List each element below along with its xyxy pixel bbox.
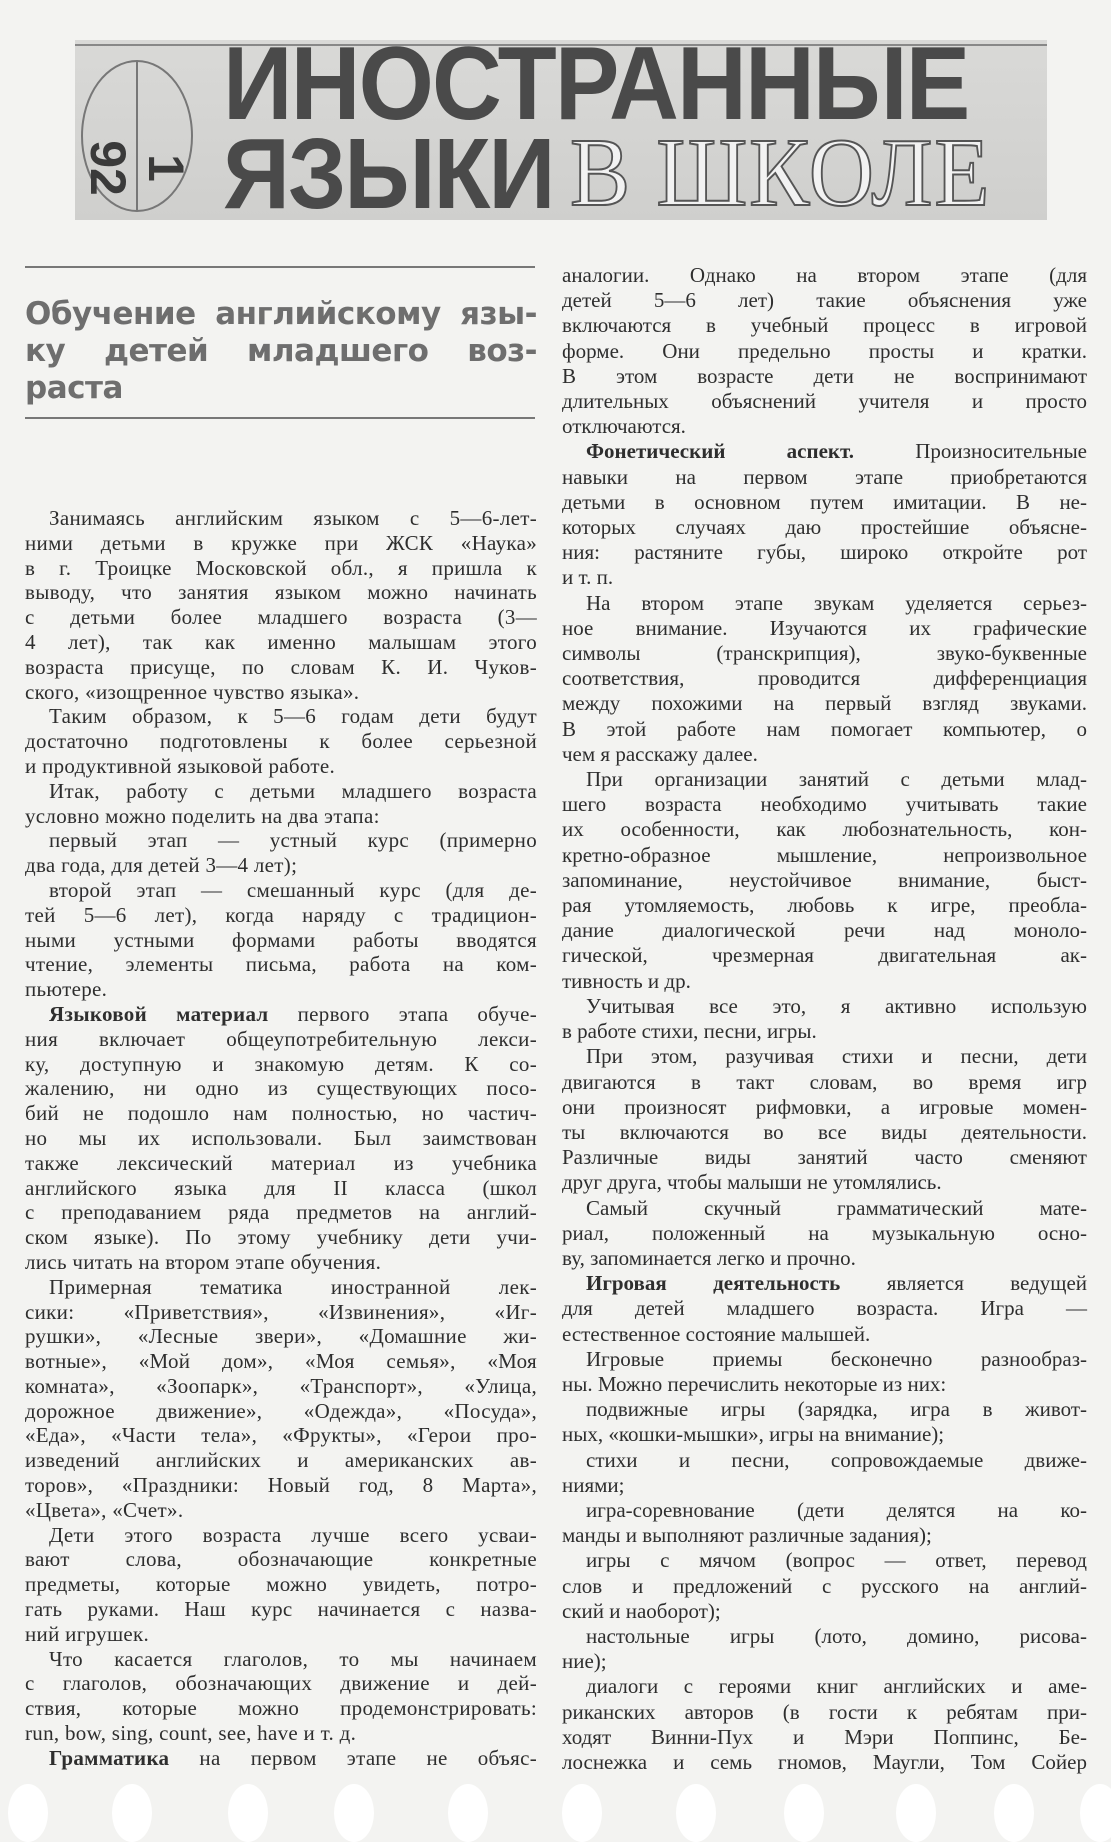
text-line	[562, 263, 1087, 288]
text-line	[25, 1200, 537, 1225]
line-text: кретно-образное мышление, непроизвольное	[562, 842, 1087, 867]
text-line	[562, 1322, 1087, 1347]
text-line	[562, 1170, 1087, 1195]
paragraph	[562, 1196, 1087, 1272]
text-line	[25, 556, 537, 581]
text-line	[562, 918, 1087, 943]
text-line	[562, 1095, 1087, 1120]
line-text: с детьми более младшего возраста (3—	[25, 605, 537, 630]
line-text: чтение, элементы письма, работа на ком-	[25, 952, 537, 977]
text-line	[562, 1271, 1087, 1296]
paragraph	[25, 1275, 537, 1523]
paragraph	[562, 1674, 1087, 1775]
text-line	[25, 1647, 537, 1672]
line-text: для детей младшего возраста. Игра —	[562, 1296, 1087, 1321]
paragraph	[562, 1548, 1087, 1624]
binder-hole	[8, 1784, 48, 1842]
line-text: ное внимание. Изучаются их графические	[562, 615, 1087, 640]
line-text: соответствия, проводится дифференциация	[562, 666, 1087, 691]
line-text: гать руками. Наш курс начинается с назва-	[25, 1597, 537, 1622]
line-text: навыки на первом этапе приобретаются	[562, 464, 1087, 489]
line-text: В этом возрасте дети не воспринимают	[562, 363, 1087, 388]
text-line	[562, 1120, 1087, 1145]
paragraph	[562, 1448, 1087, 1498]
binder-hole	[676, 1784, 716, 1842]
text-line	[25, 1349, 537, 1374]
line-text: аналогии. Однако на втором этапе (для	[562, 263, 1087, 287]
text-line	[562, 364, 1087, 389]
text-line	[562, 1674, 1087, 1699]
line-text: естественное состояние малышей.	[562, 1321, 871, 1346]
text-line	[562, 515, 1087, 540]
paragraph	[562, 263, 1087, 439]
text-line	[25, 1151, 537, 1176]
paragraph	[562, 767, 1087, 994]
line-text: ствия, которые можно продемонстрировать:	[25, 1696, 537, 1721]
paragraph-lead: Игровая деятельность	[586, 1271, 841, 1296]
line-text: При организации занятий с детьми млад-	[586, 767, 1087, 792]
text-line	[562, 1548, 1087, 1573]
line-text: Примерная тематика иностранной лек-	[49, 1274, 537, 1299]
paragraph	[562, 1397, 1087, 1447]
line-text: рушки», «Лесные звери», «Домашние жи-	[25, 1324, 537, 1349]
line-text: двигаются в такт словам, во время игр	[562, 1069, 1087, 1094]
line-text: детей 5—6 лет) такие объяснения уже	[562, 288, 1087, 313]
line-text: рая утомляемость, любовь к игре, преобла-	[562, 893, 1087, 918]
line-text: ния: растяните губы, широко откройте рот	[562, 540, 1087, 565]
text-line	[562, 1044, 1087, 1069]
text-line	[25, 1300, 537, 1325]
text-line	[562, 1296, 1087, 1321]
line-text: ния включает общеупотребительную лекси-	[25, 1026, 537, 1051]
line-text: run, bow, sing, count, see, have и т. д.	[25, 1721, 357, 1746]
line-text: второй этап — смешанный курс (для де-	[49, 877, 537, 902]
issue-number-badge	[81, 60, 193, 212]
binder-hole	[228, 1784, 268, 1842]
line-text: ны. Можно перечислить некоторые из них:	[562, 1371, 947, 1396]
text-line	[25, 853, 537, 878]
title-rule-top	[25, 266, 535, 268]
paragraph	[25, 779, 537, 829]
text-line	[25, 729, 537, 754]
text-line	[562, 893, 1087, 918]
text-line	[25, 1250, 537, 1275]
text-line	[562, 1221, 1087, 1246]
text-line	[25, 952, 537, 977]
text-line	[25, 1572, 537, 1597]
text-line	[562, 1599, 1087, 1624]
text-line	[25, 828, 537, 853]
text-line	[25, 506, 537, 531]
line-text: их особенности, как любознательность, кон-	[562, 817, 1087, 842]
line-text: первого этапа обуче-	[268, 1001, 537, 1026]
text-line	[562, 591, 1087, 616]
line-text: дание диалогической речи над моноло-	[562, 918, 1087, 943]
paragraph	[25, 1002, 537, 1275]
line-text: вотные», «Мой дом», «Моя семья», «Моя	[25, 1349, 537, 1374]
text-line	[562, 1448, 1087, 1473]
text-line	[25, 1547, 537, 1572]
line-text: 4 лет), так как именно малышам этого	[25, 629, 537, 654]
paragraph	[25, 704, 537, 778]
line-text: На втором этапе звукам уделяется серьез-	[586, 590, 1087, 615]
line-text: символы (транскрипция), звуко-буквенные	[562, 641, 1087, 666]
paragraph-lead: Фонетический аспект.	[586, 439, 854, 464]
line-text: в работе стихи, песни, игры.	[562, 1019, 817, 1044]
line-text: ку, доступную и знакомую детям. К со-	[25, 1051, 537, 1076]
text-line	[25, 754, 537, 779]
text-line	[25, 531, 537, 556]
line-text: Итак, работу с детьми младшего возраста	[49, 778, 537, 803]
line-text: друг друга, чтобы малыши не утомлялись.	[562, 1170, 942, 1195]
text-line	[562, 1196, 1087, 1221]
binder-hole	[784, 1784, 824, 1842]
text-line	[562, 641, 1087, 666]
text-line	[562, 616, 1087, 641]
text-line	[25, 580, 537, 605]
paragraph-lead: Грамматика	[49, 1745, 170, 1770]
line-text: лись читать на втором этапе обучения.	[25, 1249, 382, 1274]
binder-hole	[562, 1784, 602, 1842]
line-text: бий не подошло нам полностью, но частич-	[25, 1101, 537, 1126]
paragraph	[25, 828, 537, 878]
text-line	[25, 1374, 537, 1399]
line-text: изведений английских и американских ав-	[25, 1448, 537, 1473]
text-line	[562, 1700, 1087, 1725]
line-text: английского языка для II класса (школ	[25, 1175, 537, 1200]
line-text: комната», «Зоопарк», «Транспорт», «Улица,	[25, 1373, 537, 1398]
paragraph	[562, 1624, 1087, 1674]
text-line	[25, 1746, 537, 1771]
line-text: и т. п.	[562, 565, 614, 590]
paragraph	[25, 878, 537, 1002]
text-line	[562, 1473, 1087, 1498]
line-text: предметы, которые можно увидеть, потро-	[25, 1572, 537, 1597]
journal-title-line1: ИНОСТРАННЫЕ	[223, 40, 969, 142]
binder-hole	[994, 1784, 1034, 1842]
line-text: достаточно подготовлены к более серьезной	[25, 729, 537, 754]
line-text: детьми в основном путем имитации. В не-	[562, 489, 1087, 514]
text-line	[25, 1597, 537, 1622]
text-line	[25, 655, 537, 680]
text-line	[25, 680, 537, 705]
paragraph	[562, 994, 1087, 1044]
text-line	[25, 1498, 537, 1523]
text-line	[25, 630, 537, 655]
text-line	[562, 969, 1087, 994]
text-line	[562, 465, 1087, 490]
paragraph	[25, 1523, 537, 1647]
text-line	[562, 994, 1087, 1019]
text-line	[562, 1422, 1087, 1447]
paragraph	[562, 1347, 1087, 1397]
text-line	[562, 1750, 1087, 1775]
text-line	[562, 540, 1087, 565]
line-text: Учитывая все это, я активно использую	[586, 993, 1087, 1018]
journal-title-line2-bold: ЯЗЫКИ	[223, 118, 554, 220]
line-text: игры с мячом (вопрос — ответ, перевод	[586, 1548, 1087, 1573]
text-line	[562, 1725, 1087, 1750]
text-line	[25, 1002, 537, 1027]
text-line	[562, 1574, 1087, 1599]
paragraph	[25, 506, 537, 704]
line-text: дорожное движение», «Одежда», «Посуда»,	[25, 1398, 537, 1423]
text-line	[562, 490, 1087, 515]
line-text: лоснежка и семь гномов, Маугли, Том Сойер	[562, 1749, 1087, 1774]
line-text: игра-соревнование (дети делятся на ко-	[586, 1497, 1087, 1522]
text-line	[562, 817, 1087, 842]
text-line	[25, 1126, 537, 1151]
line-text: ными устными формами работы вводятся	[25, 927, 537, 952]
line-text: В этой работе нам помогает компьютер, о	[562, 716, 1087, 741]
line-text: также лексический материал из учебника	[25, 1150, 537, 1175]
text-line	[562, 792, 1087, 817]
text-line	[25, 804, 537, 829]
text-line	[562, 313, 1087, 338]
paragraph	[562, 1498, 1087, 1548]
line-text: и продуктивной языковой работе.	[25, 753, 336, 778]
line-text: тей 5—6 лет), когда наряду с традицион-	[25, 902, 537, 927]
text-line	[562, 1372, 1087, 1397]
text-line	[562, 1498, 1087, 1523]
binder-hole	[896, 1784, 936, 1842]
text-line	[25, 1523, 537, 1548]
text-line	[25, 1176, 537, 1201]
line-text: «Еда», «Части тела», «Фрукты», «Герои про-	[25, 1423, 537, 1448]
line-text: Игровые приемы бесконечно разнообраз-	[586, 1346, 1087, 1371]
article-title-line: Обучение английскому язы-	[25, 296, 537, 332]
journal-title-line2-outline: В ШКОЛЕ	[570, 119, 992, 220]
text-line	[562, 1145, 1087, 1170]
text-line	[25, 1052, 537, 1077]
line-text: ных, «кошки-мышки», игры на внимание);	[562, 1422, 945, 1447]
text-line	[562, 414, 1087, 439]
text-line	[25, 1473, 537, 1498]
line-text: первый этап — устный курс (примерно	[49, 828, 537, 853]
text-line	[25, 928, 537, 953]
line-text: слов и предложений с русского на англий-	[562, 1573, 1087, 1598]
line-text: условно можно поделить на два этапа:	[25, 803, 380, 828]
text-line	[562, 868, 1087, 893]
paragraph	[25, 1746, 537, 1771]
line-text: стихи и песни, сопровождаемые движе-	[586, 1447, 1087, 1472]
line-text: Что касается глаголов, то мы начинаем	[49, 1646, 537, 1671]
text-line	[25, 605, 537, 630]
line-text: Самый скучный грамматический мате-	[586, 1195, 1087, 1220]
line-text: ского, «изощренное чувство языка».	[25, 679, 360, 704]
text-line	[25, 977, 537, 1002]
text-line	[562, 565, 1087, 590]
text-line	[25, 1324, 537, 1349]
article-title-line: раста	[25, 370, 123, 406]
line-text: Различные виды занятий часто сменяют	[562, 1145, 1087, 1170]
text-line	[25, 1076, 537, 1101]
line-text: риал, положенный на музыкальную осно-	[562, 1220, 1087, 1245]
text-line	[562, 1624, 1087, 1649]
line-text: ний игрушек.	[25, 1621, 150, 1646]
line-text: Занимаясь английским языком с 5—6-лет-	[49, 506, 537, 530]
right-column	[562, 263, 1087, 1775]
line-text: вают слова, обозначающие конкретные	[25, 1547, 537, 1572]
article-title	[25, 296, 537, 407]
line-text: настольные игры (лото, домино, рисова-	[586, 1623, 1087, 1648]
line-text: диалоги с героями книг английских и аме-	[586, 1674, 1087, 1699]
line-text: два года, для детей 3—4 лет);	[25, 853, 298, 878]
line-text: с преподаванием ряда предметов на англий-	[25, 1200, 537, 1225]
line-text: жалению, ни одно из существующих посо-	[25, 1076, 537, 1101]
paragraph	[562, 439, 1087, 590]
title-rule-bottom	[25, 417, 535, 419]
text-line	[562, 389, 1087, 414]
line-text: «Цвета», «Счет».	[25, 1497, 184, 1522]
line-text: чем я расскажу далее.	[562, 741, 758, 766]
line-text: отключаются.	[562, 414, 686, 439]
issue-number: 1 92	[80, 140, 194, 196]
line-text: длительных объяснений учителя и просто	[562, 389, 1087, 414]
line-text: тивность и др.	[562, 968, 691, 993]
paragraph	[562, 591, 1087, 767]
text-line	[562, 1246, 1087, 1271]
line-text: ты включаются во все виды деятельности.	[562, 1119, 1087, 1144]
line-text: Произносительные	[854, 439, 1087, 464]
line-text: Дети этого возраста лучше всего усваи-	[49, 1522, 537, 1547]
line-text: форме. Они предельно просты и кратки.	[562, 338, 1087, 363]
text-line	[25, 1448, 537, 1473]
paragraph	[562, 1271, 1087, 1347]
line-text: но мы их использовали. Был заимствован	[25, 1125, 537, 1150]
line-text: Таким образом, к 5—6 годам дети будут	[49, 704, 537, 729]
text-line	[562, 1649, 1087, 1674]
text-line	[25, 779, 537, 804]
line-text: является ведущей	[840, 1271, 1087, 1296]
line-text: ходят Винни-Пух и Мэри Поппинс, Бе-	[562, 1724, 1087, 1749]
line-text: сики: «Приветствия», «Извинения», «Иг-	[25, 1299, 537, 1324]
binder-hole	[334, 1784, 374, 1842]
text-line	[562, 1347, 1087, 1372]
line-text: ский и наоборот);	[562, 1598, 721, 1623]
text-line	[25, 1225, 537, 1250]
text-line	[562, 767, 1087, 792]
text-line	[25, 1671, 537, 1696]
journal-masthead	[75, 40, 1047, 220]
line-text: шего возраста необходимо учитывать такие	[562, 792, 1087, 817]
text-line	[562, 843, 1087, 868]
line-text: с глаголов, обозначающих движение и дей-	[25, 1671, 537, 1696]
paragraph-lead: Языковой материал	[49, 1001, 269, 1026]
binder-hole	[112, 1784, 152, 1842]
text-line	[562, 288, 1087, 313]
line-text: подвижные игры (зарядка, игра в живот-	[586, 1397, 1087, 1422]
text-line	[562, 1397, 1087, 1422]
text-line	[562, 1019, 1087, 1044]
line-text: ние);	[562, 1649, 607, 1674]
line-text: При этом, разучивая стихи и песни, дети	[586, 1044, 1087, 1069]
line-text: между похожими на первый взгляд звуками.	[562, 691, 1087, 716]
line-text: торов», «Праздники: Новый год, 8 Марта»,	[25, 1473, 537, 1498]
text-line	[25, 1423, 537, 1448]
text-line	[25, 1027, 537, 1052]
text-line	[25, 1399, 537, 1424]
paragraph	[25, 1647, 537, 1746]
text-line	[562, 666, 1087, 691]
line-text: манды и выполняют различные задания);	[562, 1523, 932, 1548]
line-text: ними детьми в кружке при ЖСК «Наука»	[25, 530, 537, 555]
text-line	[25, 1721, 537, 1746]
line-text: они произносят рифмовки, а игровые момен-	[562, 1094, 1087, 1119]
line-text: ском языке). По этому учебнику дети учи-	[25, 1225, 537, 1250]
line-text: включаются в учебный процесс в игровой	[562, 313, 1087, 338]
binder-hole	[1080, 1784, 1111, 1842]
article-title-line: ку детей младшего воз-	[25, 333, 537, 369]
line-text: ниями;	[562, 1472, 625, 1497]
text-line	[562, 1070, 1087, 1095]
line-text: пьютере.	[25, 977, 108, 1002]
text-line	[25, 1101, 537, 1126]
text-line	[562, 1523, 1087, 1548]
text-line	[25, 704, 537, 729]
text-line	[25, 903, 537, 928]
text-line	[562, 943, 1087, 968]
line-text: которых случаях даю простейшие объясне-	[562, 515, 1087, 540]
line-text: на первом этапе не объяс-	[169, 1745, 537, 1770]
text-line	[25, 1696, 537, 1721]
binder-hole	[448, 1784, 488, 1842]
text-line	[25, 1275, 537, 1300]
text-line	[562, 691, 1087, 716]
line-text: ву, запоминается легко и прочно.	[562, 1245, 856, 1270]
line-text: запоминание, неустойчивое внимание, быст-	[562, 867, 1087, 892]
text-line	[562, 717, 1087, 742]
text-line	[562, 439, 1087, 464]
line-text: риканских авторов (в гости к ребятам при-	[562, 1699, 1087, 1724]
text-line	[25, 1622, 537, 1647]
line-text: в г. Троицке Московской обл., я пришла к	[25, 555, 537, 580]
left-column	[25, 506, 537, 1771]
line-text: возраста присуще, по словам К. И. Чуков-	[25, 654, 537, 679]
text-line	[25, 878, 537, 903]
text-line	[562, 742, 1087, 767]
line-text: гической, чрезмерная двигательная ак-	[562, 943, 1087, 968]
line-text: выводу, что занятия языком можно начинать	[25, 580, 537, 605]
paragraph	[562, 1044, 1087, 1195]
text-line	[562, 339, 1087, 364]
